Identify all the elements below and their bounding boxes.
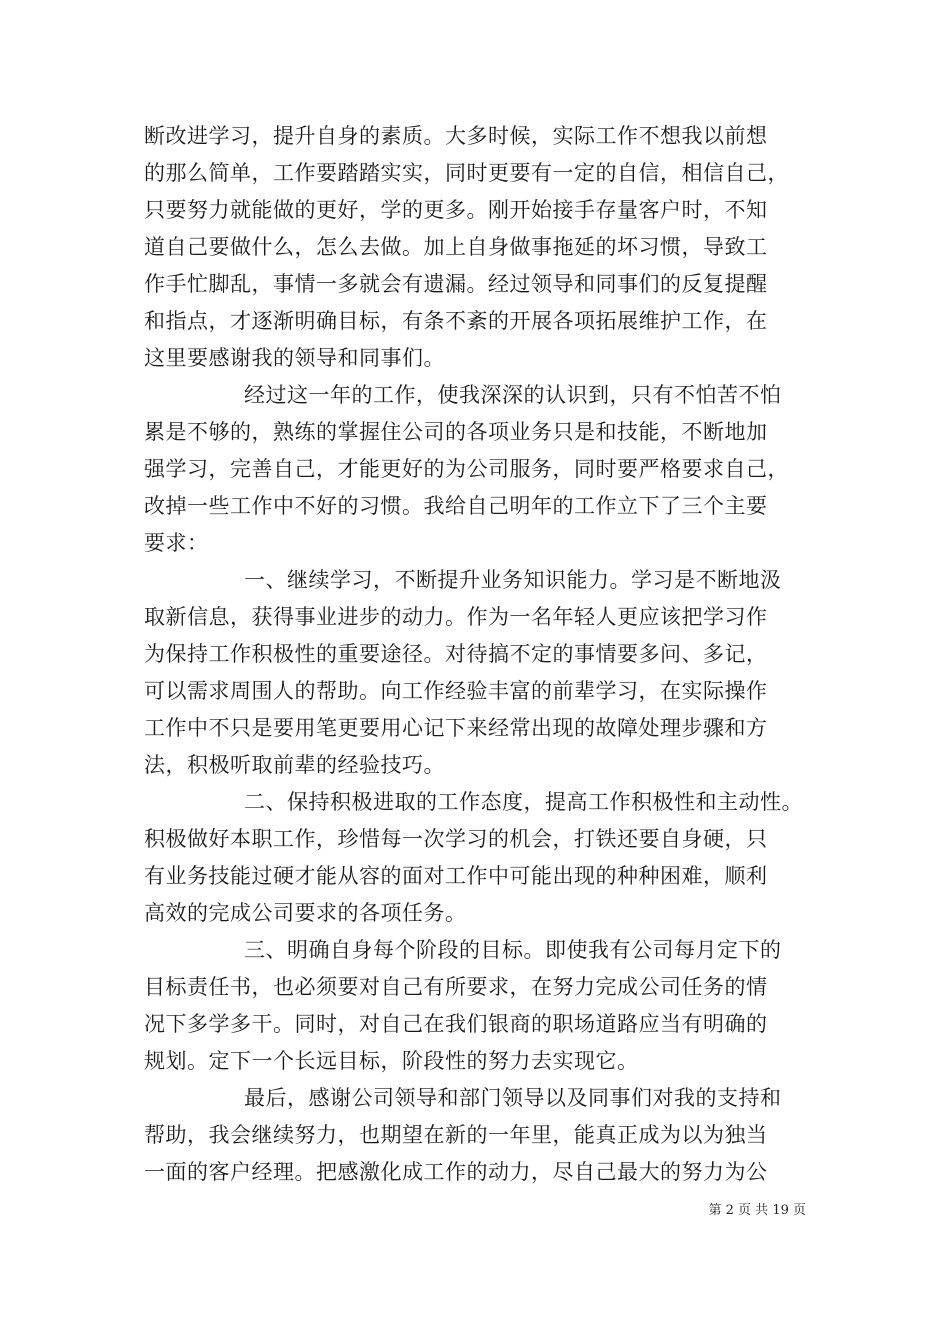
text-line: 累是不够的，熟练的掌握住公司的各项业务只是和技能，不断地加 [144, 420, 768, 444]
text-line: 帮助，我会继续努力，也期望在新的一年里，能真正成为以为独当 [144, 1123, 768, 1147]
text-line: 取新信息，获得事业进步的动力。作为一名年轻人更应该把学习作 [144, 605, 768, 629]
text-line: 的那么简单，工作要踏踏实实，同时更要有一定的自信，相信自己， [144, 161, 789, 185]
text-line: 作手忙脚乱，事情一多就会有遗漏。经过领导和同事们的反复提醒 [144, 272, 768, 296]
text-line: 一、继续学习，不断提升业务知识能力。学习是不断地汲 [244, 568, 782, 592]
text-line: 目标责任书，也必须要对自己有所要求，在努力完成公司任务的情 [144, 975, 768, 999]
text-line: 改掉一些工作中不好的习惯。我给自己明年的工作立下了三个主要 [144, 494, 768, 518]
text-line: 二、保持积极进取的工作态度，提高工作积极性和主动性。 [244, 790, 803, 814]
text-line: 经过这一年的工作，使我深深的认识到，只有不怕苦不怕 [244, 383, 782, 407]
body-text [144, 118, 812, 1191]
text-line: 一面的客户经理。把感激化成工作的动力，尽自己最大的努力为公 [144, 1160, 768, 1184]
text-line: 这里要感谢我的领导和同事们。 [144, 346, 445, 370]
text-line: 要求： [144, 531, 209, 555]
text-line: 道自己要做什么，怎么去做。加上自身做事拖延的坏习惯，导致工 [144, 235, 768, 259]
text-line: 积极做好本职工作，珍惜每一次学习的机会，打铁还要自身硬，只 [144, 827, 768, 851]
text-line: 可以需求周围人的帮助。向工作经验丰富的前辈学习，在实际操作 [144, 679, 768, 703]
text-line: 法，积极听取前辈的经验技巧。 [144, 753, 445, 777]
text-line: 和指点，才逐渐明确目标，有条不紊的开展各项拓展维护工作，在 [144, 309, 768, 333]
text-line: 只要努力就能做的更好，学的更多。刚开始接手存量客户时，不知 [144, 198, 768, 222]
text-line: 断改进学习，提升自身的素质。大多时候，实际工作不想我以前想 [144, 124, 768, 148]
text-line: 规划。定下一个长远目标，阶段性的努力去实现它。 [144, 1049, 639, 1073]
text-line: 强学习，完善自己，才能更好的为公司服务，同时要严格要求自己， [144, 457, 789, 481]
text-line: 最后，感谢公司领导和部门领导以及同事们对我的支持和 [244, 1086, 782, 1110]
text-line: 有业务技能过硬才能从容的面对工作中可能出现的种种困难，顺利 [144, 864, 768, 888]
text-line: 工作中不只是要用笔更要用心记下来经常出现的故障处理步骤和方 [144, 716, 768, 740]
text-line: 三、明确自身每个阶段的目标。即使我有公司每月定下的 [244, 938, 782, 962]
text-line: 为保持工作积极性的重要途径。对待搞不定的事情要多问、多记， [144, 642, 768, 666]
page-number-footer: 第 2 页 共 19 页 [708, 1203, 806, 1218]
text-line: 高效的完成公司要求的各项任务。 [144, 901, 467, 925]
text-line: 况下多学多干。同时，对自己在我们银商的职场道路应当有明确的 [144, 1012, 768, 1036]
